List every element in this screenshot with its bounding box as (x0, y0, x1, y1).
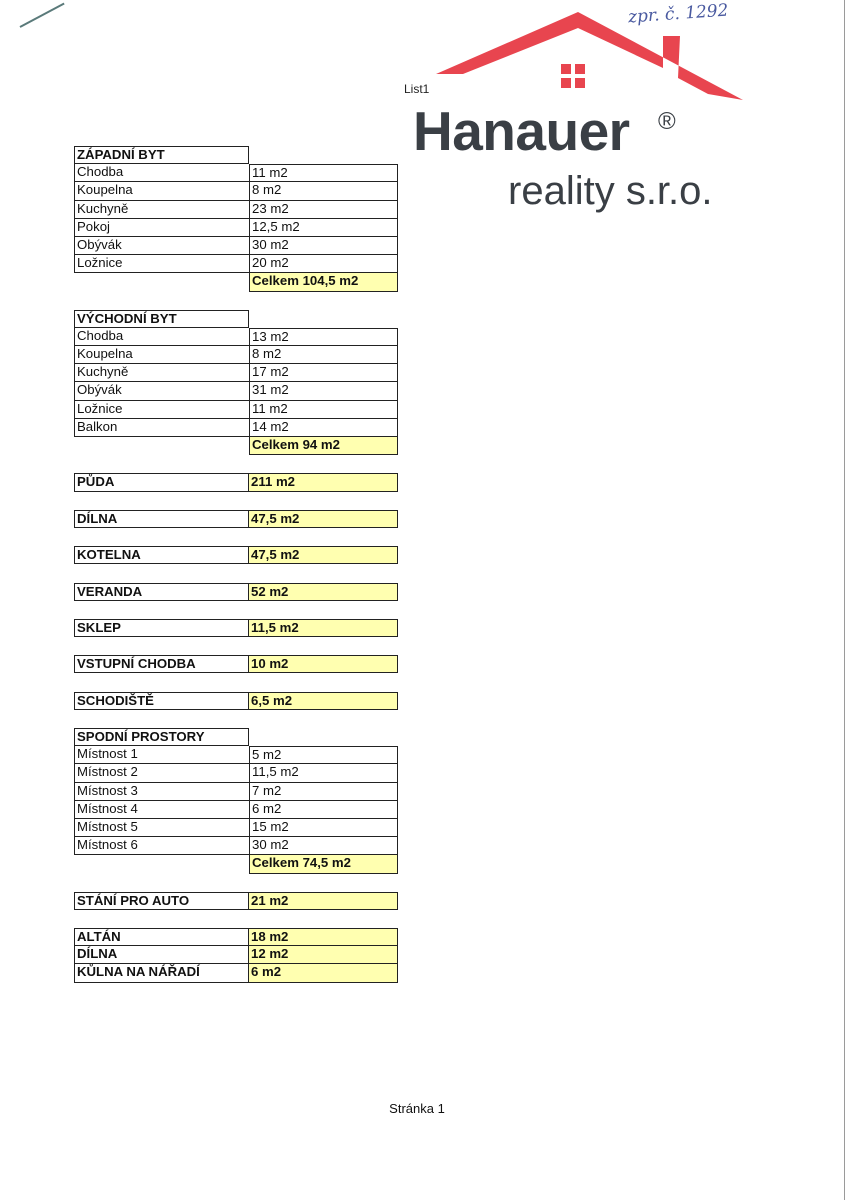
section-zapadni-byt (74, 146, 400, 292)
room-area: 52 m2 (249, 583, 398, 601)
room-name: DÍLNA (74, 946, 249, 964)
room-name: Obývák (74, 382, 249, 400)
room-area: 20 m2 (249, 255, 398, 273)
page-footer (0, 1101, 848, 1116)
single-row-puda (74, 473, 400, 491)
room-name: Obývák (74, 237, 249, 255)
room-name: Místnost 4 (74, 801, 249, 819)
room-area: 30 m2 (249, 837, 398, 855)
page-number: Stránka 1 (389, 1101, 445, 1116)
room-area: 8 m2 (249, 346, 398, 364)
section-vychodni-byt (74, 310, 400, 456)
room-name: Chodba (74, 328, 249, 346)
section-header (74, 310, 400, 328)
total-value: Celkem 94 m2 (249, 437, 398, 455)
section-spodni-prostory (74, 728, 400, 874)
room-area: 10 m2 (249, 655, 398, 673)
room-name: Chodba (74, 164, 249, 182)
area-table (74, 146, 400, 983)
room-name: PŮDA (74, 473, 249, 491)
room-area: 11,5 m2 (249, 764, 398, 782)
logo-registered-mark: ® (658, 108, 676, 135)
table-row (74, 837, 400, 855)
room-name: Koupelna (74, 182, 249, 200)
room-area: 23 m2 (249, 201, 398, 219)
total-row (74, 855, 400, 873)
table-row (74, 219, 400, 237)
table-row (74, 746, 400, 764)
room-name: Kuchyně (74, 201, 249, 219)
room-name: Místnost 5 (74, 819, 249, 837)
room-name: Ložnice (74, 255, 249, 273)
table-row (74, 819, 400, 837)
room-area: 11,5 m2 (249, 619, 398, 637)
section-title: ZÁPADNÍ BYT (74, 146, 249, 164)
table-row (74, 346, 400, 364)
table-row (74, 382, 400, 400)
room-name: Místnost 6 (74, 837, 249, 855)
room-area: 6 m2 (249, 801, 398, 819)
room-area: 15 m2 (249, 819, 398, 837)
single-row-veranda (74, 583, 400, 601)
single-row-dilna (74, 510, 400, 528)
room-area: 11 m2 (249, 401, 398, 419)
room-name: Ložnice (74, 401, 249, 419)
handwritten-note: zpr. č. 1292 (627, 0, 730, 28)
section-header (74, 146, 400, 164)
room-name: SCHODIŠTĚ (74, 692, 249, 710)
room-name: VERANDA (74, 583, 249, 601)
pen-mark (20, 3, 65, 28)
room-name: KŮLNA NA NÁŘADÍ (74, 964, 249, 982)
single-row-stani-pro-auto (74, 892, 400, 910)
room-area: 8 m2 (249, 182, 398, 200)
room-name: Místnost 2 (74, 764, 249, 782)
single-row-schodiste (74, 692, 400, 710)
scan-edge-line (844, 0, 845, 1200)
room-area: 17 m2 (249, 364, 398, 382)
room-area: 18 m2 (249, 928, 398, 946)
room-name: SKLEP (74, 619, 249, 637)
logo-subtitle: reality s.r.o. (508, 169, 713, 213)
room-area: 6 m2 (249, 964, 398, 982)
table-row (74, 364, 400, 382)
room-name: Koupelna (74, 346, 249, 364)
total-value: Celkem 104,5 m2 (249, 273, 398, 291)
table-row (74, 964, 400, 982)
room-area: 30 m2 (249, 237, 398, 255)
table-row (74, 928, 400, 946)
roof-icon (408, 8, 758, 108)
room-area: 7 m2 (249, 783, 398, 801)
room-area: 12 m2 (249, 946, 398, 964)
room-area: 12,5 m2 (249, 219, 398, 237)
room-name: KOTELNA (74, 546, 249, 564)
room-area: 11 m2 (249, 164, 398, 182)
table-row (74, 164, 400, 182)
room-name: DÍLNA (74, 510, 249, 528)
single-row-sklep (74, 619, 400, 637)
sheet-name: List1 (404, 82, 430, 96)
room-name: Místnost 3 (74, 783, 249, 801)
room-name: Kuchyně (74, 364, 249, 382)
outbuildings-table (74, 928, 400, 983)
room-name: Místnost 1 (74, 746, 249, 764)
room-name: VSTUPNÍ CHODBA (74, 655, 249, 673)
room-area: 6,5 m2 (249, 692, 398, 710)
section-title: SPODNÍ PROSTORY (74, 728, 249, 746)
section-title: VÝCHODNÍ BYT (74, 310, 249, 328)
company-logo (408, 8, 758, 218)
room-area: 21 m2 (249, 892, 398, 910)
table-row (74, 946, 400, 964)
total-row (74, 437, 400, 455)
section-header (74, 728, 400, 746)
table-row (74, 783, 400, 801)
room-area: 14 m2 (249, 419, 398, 437)
table-row (74, 255, 400, 273)
logo-name: Hanauer (413, 100, 630, 162)
single-row-kotelna (74, 546, 400, 564)
table-row (74, 801, 400, 819)
table-row (74, 182, 400, 200)
table-row (74, 328, 400, 346)
room-name: STÁNÍ PRO AUTO (74, 892, 249, 910)
table-row (74, 237, 400, 255)
room-area: 31 m2 (249, 382, 398, 400)
table-row (74, 401, 400, 419)
table-row (74, 201, 400, 219)
single-row-vstupni-chodba (74, 655, 400, 673)
room-area: 47,5 m2 (249, 546, 398, 564)
room-name: Pokoj (74, 219, 249, 237)
room-area: 211 m2 (249, 473, 398, 491)
table-row (74, 419, 400, 437)
total-row (74, 273, 400, 291)
room-area: 47,5 m2 (249, 510, 398, 528)
room-name: ALTÁN (74, 928, 249, 946)
table-row (74, 764, 400, 782)
room-area: 13 m2 (249, 328, 398, 346)
room-area: 5 m2 (249, 746, 398, 764)
room-name: Balkon (74, 419, 249, 437)
total-value: Celkem 74,5 m2 (249, 855, 398, 873)
